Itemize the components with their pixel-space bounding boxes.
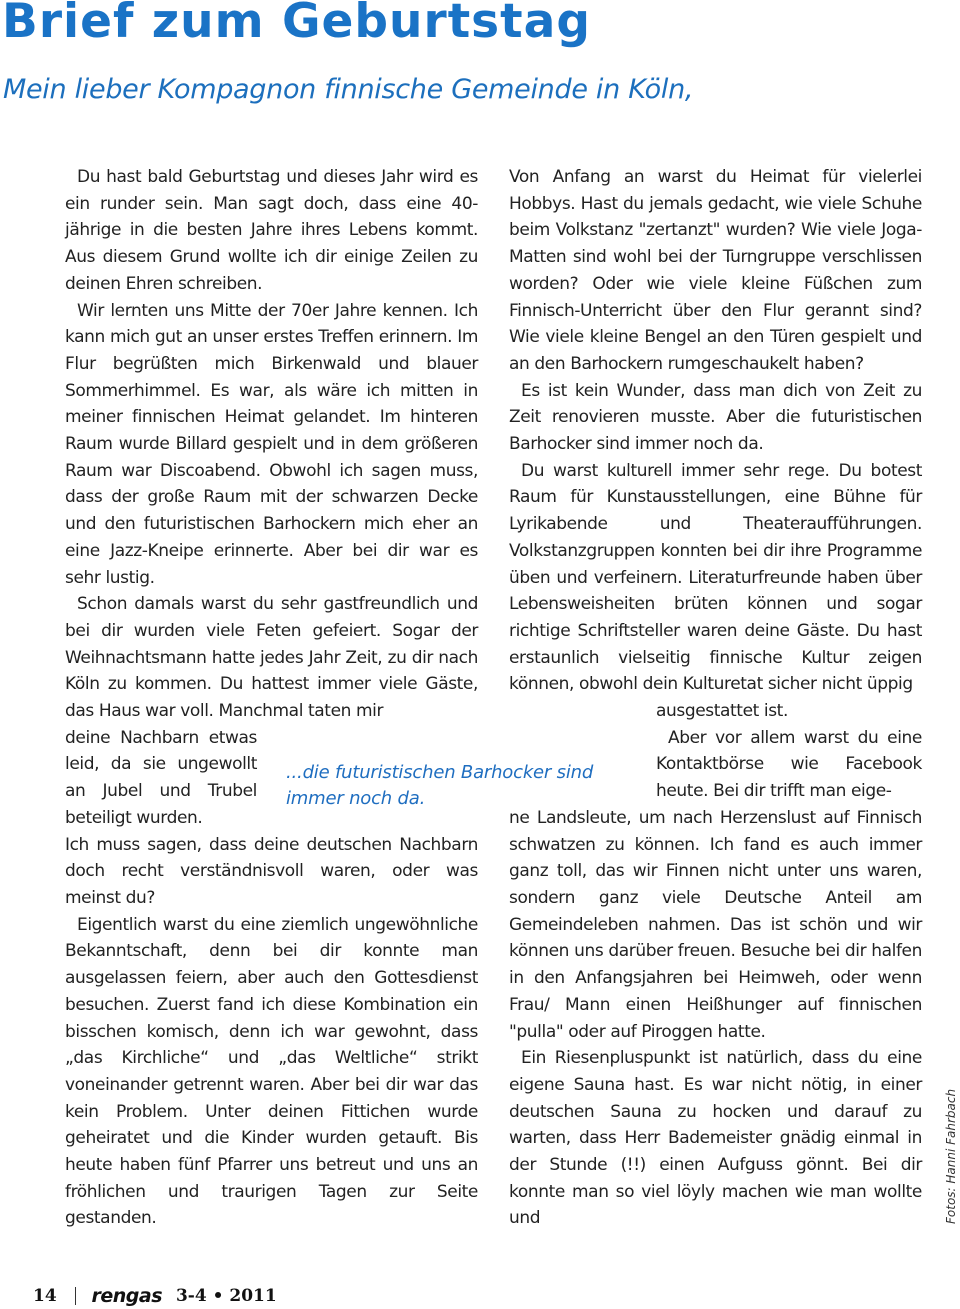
magazine-logo: rengas bbox=[91, 1285, 163, 1307]
pull-quote: ...die futuristischen Barhocker sind immer noch da. bbox=[286, 762, 594, 809]
left-paragraph-3: Schon damals warst du sehr gastfreundlich und bei dir wurden viele Feten gefeiert. Sogar der Weihnachtsmann hatte jedes Jahr Zeit, zu dir nach Köln zu kommen. Du hattest immer viele Gäste, das Haus war voll. Manchmal taten mir bbox=[65, 594, 478, 722]
issue-label: 3-4 • 2011 bbox=[175, 1286, 277, 1306]
right-paragraph-2: Es ist kein Wunder, dass man dich von Zeit zu Zeit renovieren musste. Aber die futuristischen Barhocker sind immer noch da. bbox=[509, 380, 922, 455]
left-wrap-block: deine Nachbarn etwas leid, da sie ungewollt an Jubel und Trubel beteiligt wurden. bbox=[65, 727, 257, 828]
article-title: Brief zum Geburtstag bbox=[2, 0, 591, 49]
left-paragraph-2: Wir lernten uns Mitte der 70er Jahre kennen. Ich kann mich gut an unser erstes Treffen erinnern. Im Flur begrüßten mich Birkenwald und blauer Sommerhimmel. Es war, als wäre ich mitten in meiner finnischen Heimat gelandet. Im hinteren Raum wurde Billard gespielt und in dem größeren Raum war Discoabend. Obwohl ich sagen muss, dass der große Raum mit der schwarzen Decke und den futuristischen Barhockern mich eher an eine Jazz-Kneipe erinnerte. Aber bei dir war es sehr lustig. bbox=[65, 300, 478, 588]
page-footer bbox=[33, 1285, 277, 1307]
page-number: 14 bbox=[33, 1286, 57, 1306]
right-paragraph-4-continued: ne Landsleute, um nach Herzenslust auf Finnisch schwatzen zu können. Ich fand es auch immer ganz toll, das wir Finnen nicht unter uns waren, sondern ganz viele Deutsche Anteil am Gemeindeleben nahmen. Das ist schön und wir können uns darüber freuen. Besuche bei dir halfen in den Anfangsjahren bei Heimweh, oder wenn Frau/ Mann einen Heißhunger auf finnischen "pulla" oder auf Piroggen hatte. bbox=[509, 807, 922, 1042]
right-column bbox=[509, 164, 922, 1232]
right-paragraph-5: Ein Riesenpluspunkt ist natürlich, dass du eine eigene Sauna hast. Es war nicht nötig, in einer deutschen Sauna zu hocken und darauf zu warten, dass Herr Bademeister gnädig einmal in der Stunde (!!) einen Aufguss gönnt. Bei dir konnte man so viel löyly machen wie man wollte und bbox=[509, 1048, 922, 1229]
left-column bbox=[65, 164, 478, 1232]
left-paragraph-4: Eigentlich warst du eine ziemlich ungewöhnliche Bekanntschaft, denn bei dir konnte man ausgelassen feiern, aber auch den Gottesdienst besuchen. Zuerst fand ich diese Kombination ein bisschen komisch, denn ich war gewohnt, dass „das Kirchliche“ und „das Weltliche“ strikt voneinander getrennt waren. Aber bei dir war das kein Problem. Unter deinen Fittichen wurde geheiratet und die Kinder wurden getauft. Bis heute haben fünf Pfarrer uns betreut und uns an fröhlichen und traurigen Tagen zur Seite gestanden. bbox=[65, 914, 478, 1229]
right-wrap-block: Aber vor allem warst du eine Kontaktbörse wie Facebook heute. Bei dir trifft man eige- bbox=[656, 727, 922, 802]
right-paragraph-1: Von Anfang an warst du Heimat für vielerlei Hobbys. Hast du jemals gedacht, wie viele Schuhe beim Volkstanz "zertanzt" wurden? Wie viele Joga-Matten sind wohl bei der Turngruppe verschlissen worden? Oder wie viele kleine Füßchen zum Finnisch-Unterricht über den Flur gerannt sind? Wie viele kleine Bengel an den Türen gespielt und an den Barhockern rumgeschaukelt haben? bbox=[509, 167, 922, 374]
right-paragraph-3: Du warst kulturell immer sehr rege. Du botest Raum für Kunstausstellungen, eine Bühne für Lyrikabende und Theateraufführungen. Volkstanzgruppen konnten bei dir ihre Programme üben und verfeinern. Literaturfreunde haben über Lebensweisheiten brüten können und sogar richtige Schriftsteller waren deine Gäste. Du hast erstaunlich vielseitig finnische Kultur zeigen können, obwohl dein Kulturetat sicher nicht üppig bbox=[509, 460, 922, 695]
right-wrap-line: ausgestattet ist. bbox=[656, 701, 788, 722]
footer-divider bbox=[75, 1287, 76, 1305]
left-paragraph-3-continued: Ich muss sagen, dass deine deutschen Nachbarn doch recht verständnisvoll waren, oder was meinst du? bbox=[65, 834, 478, 908]
left-paragraph-1: Du hast bald Geburtstag und dieses Jahr wird es ein runder sein. Man sagt doch, dass eine 40-jährige in die besten Jahre ihres Lebens kommt. Aus diesem Grund wollte ich dir einige Zeilen zu deinen Ehren schreiben. bbox=[65, 167, 478, 294]
photo-credit: Fotos: Hanni Fahrbach bbox=[944, 1088, 958, 1224]
article-subtitle: Mein lieber Kompagnon finnische Gemeinde in Köln, bbox=[3, 74, 694, 105]
